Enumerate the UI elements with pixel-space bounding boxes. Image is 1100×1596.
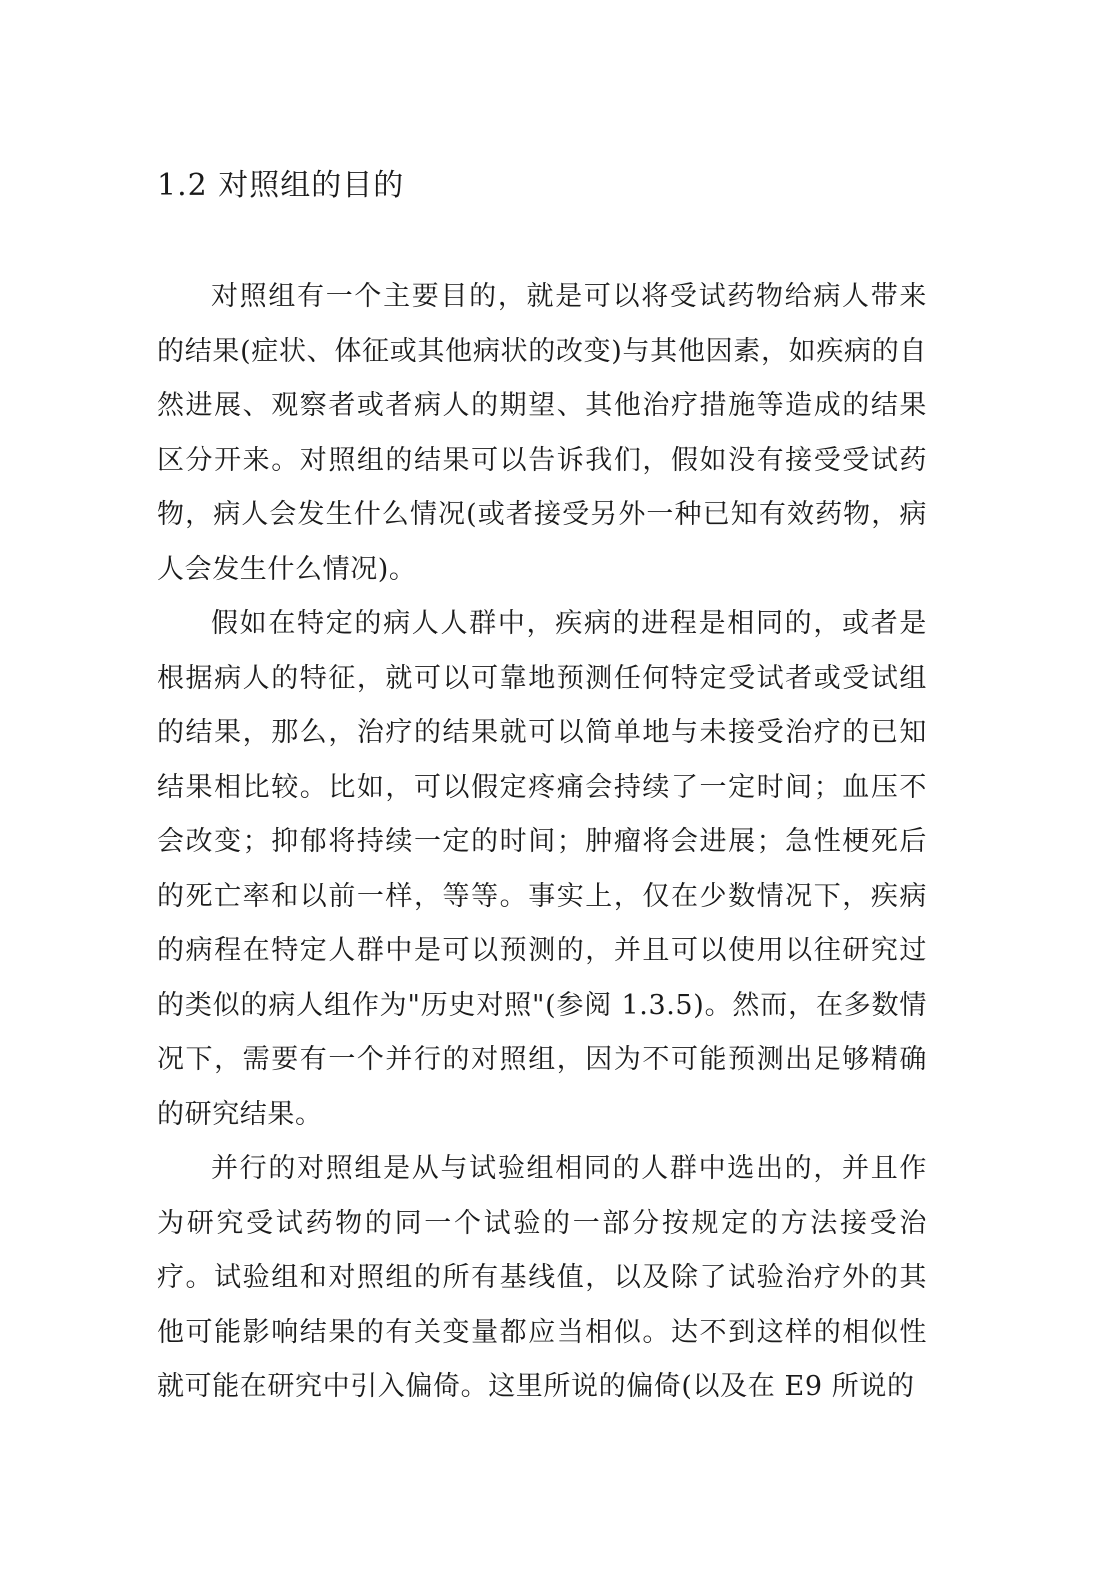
section-title: 1.2 对照组的目的: [157, 168, 405, 203]
paragraph-concurrent-control: 并行的对照组是从与试验组相同的人群中选出的，并且作为研究受试药物的同一个试验的一部分按规定的方法接受治疗。试验组和对照组的所有基线值，以及除了试验治疗外的其他可能影响结果的有关变量都应当相似。达不到这样的相似性就可能在研究中引入偏倚。这里所说的偏倚(以及在 E9 所说的: [157, 1153, 927, 1402]
paragraph-purpose: 对照组有一个主要目的，就是可以将受试药物给病人带来的结果(症状、体征或其他病状的改变)与其他因素，如疾病的自然进展、观察者或者病人的期望、其他治疗措施等造成的结果区分开来。对照组的结果可以告诉我们，假如没有接受受试药物，病人会发生什么情况(或者接受另外一种已知有效药物，病人会发生什么情况)。: [157, 281, 927, 585]
paragraph-disease-course: 假如在特定的病人人群中，疾病的进程是相同的，或者是根据病人的特征，就可以可靠地预测任何特定受试者或受试组的结果，那么，治疗的结果就可以简单地与未接受治疗的已知结果相比较。比如，可以假定疼痛会持续了一定时间；血压不会改变；抑郁将持续一定的时间；肿瘤将会进展；急性梗死后的死亡率和以前一样，等等。事实上，仅在少数情况下，疾病的病程在特定人群中是可以预测的，并且可以使用以往研究过的类似的病人组作为"历史对照"(参阅 1.3.5)。然而，在多数情况下，需要有一个并行的对照组，因为不可能预测出足够精确的研究结果。: [157, 608, 927, 1130]
body-text: [157, 270, 927, 1415]
